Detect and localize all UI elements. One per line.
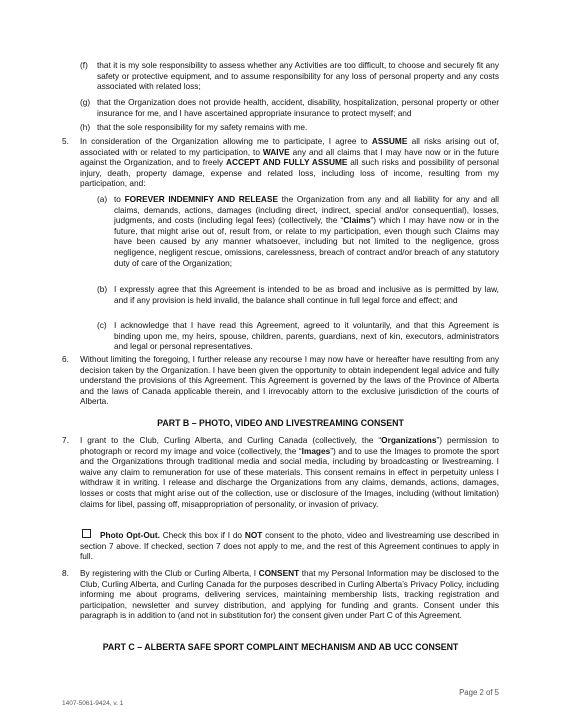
photo-opt-out-text: Photo Opt-Out. Check this box if I do NOT consent to the photo, video and livestreaming use described in section 7 above. If checked, section 7 does not apply to me, and the rest of this Agreement continues to apply in full. — [80, 530, 500, 562]
section-5-label: 5. — [62, 136, 69, 146]
section-5a-label: (a) — [97, 194, 108, 204]
page-number: Page 2 of 5 — [459, 688, 499, 697]
section-7-text: I grant to the Club, Curling Alberta, and Curling Canada (collectively, the “Organizations”) permission to photograph or record my image and voice (collectively, the “Images”) and to use the Images to promote the sport and the Organizations through traditional media and social media, including by broadcasting or livestreaming. I waive any claim to remuneration for use of these materials. This consent remains in effect in perpetuity unless I withdraw it in writing. I release and discharge the Organizations from any claims, demands, actions, damages, losses or costs that might arise out of the collection, use or disclosure of the Images, including (without limitation) claims for libel, passing off, misappropriation of personality, or invasion of privacy. — [80, 435, 500, 509]
section-5b-text: I expressly agree that this Agreement is intended to be as broad and inclusive as is permitted by law, and if any provision is held invalid, the balance shall continue in full legal force and effect; and — [114, 284, 499, 305]
section-6-label: 6. — [62, 354, 69, 364]
item-g-label: (g) — [80, 97, 91, 107]
section-8-label: 8. — [62, 568, 69, 578]
section-5c-label: (c) — [97, 320, 107, 330]
item-h-text: that the sole responsibility for my safety remains with me. — [97, 122, 308, 132]
section-5a-text: to FOREVER INDEMNIFY AND RELEASE the Organization from any and all liability for any and all claims, demands, actions, damages (including direct, indirect, special and/or consequential), losses, judgments, and costs (including legal fees) (collectively, the “Claims”) which I may have now or in the future, that might arise out of, result from, or relate to my participation, even though such Claims may have been caused by any manner whatsoever, including but not limited to the negligence, gross negligence, negligent rescue, omissions, carelessness, breach of contract and/or breach of any statutory duty of care of the Organization; — [114, 194, 499, 268]
section-5c-text: I acknowledge that I have read this Agreement, agreed to it voluntarily, and that this Agreement is binding upon me, my heirs, spouse, children, parents, guardians, next of kin, executors, administrators and legal or personal representatives. — [114, 320, 499, 352]
item-f-label: (f) — [80, 60, 88, 70]
item-f-text: that it is my sole responsibility to assess whether any Activities are too difficult, to choose and securely fit any safety or protective equipment, and to assume responsibility for any loss of personal property and any costs associated with related loss; — [97, 60, 499, 92]
document-id: 1407-5061-9424, v. 1 — [62, 700, 124, 707]
section-8-text: By registering with the Club or Curling Alberta, I CONSENT that my Personal Information may be disclosed to the Club, Curling Alberta, and Curling Canada for the purposes described in Curling Alberta’s Privacy Policy, including informing me about programs, delivering services, maintaining membership lists, tracking registration and participation, newsletter and survey distribution, and applying for funding and grants. Consent under this paragraph is in addition to (and not in substitution for) the consent given under Part C of this Agreement. — [80, 568, 500, 621]
section-5b-label: (b) — [97, 284, 108, 294]
item-g-text: that the Organization does not provide health, accident, disability, hospitalization, personal property or other insurance for me, and I have ascertained appropriate insurance to protect myself; and — [97, 97, 499, 118]
item-h-label: (h) — [80, 122, 91, 132]
section-5-text: In consideration of the Organization allowing me to participate, I agree to ASSUME all risks arising out of, associated with or related to my participation, to WAIVE any and all claims that I may have now or in the future against the Organization, and to freely ACCEPT AND FULLY ASSUME all such risks and possibility of personal injury, death, property damage, expense and related loss, including loss of income, resulting from my participation, and: — [80, 136, 500, 189]
part-c-heading: PART C – ALBERTA SAFE SPORT COMPLAINT MECHANISM AND AB UCC CONSENT — [102, 642, 459, 652]
section-7-label: 7. — [62, 435, 69, 445]
section-6-text: Without limiting the foregoing, I further release any recourse I may now have or hereafter have resulting from any decision taken by the Organization. I have been given the opportunity to obtain independent legal advice and fully understand the provisions of this Agreement. This Agreement is governed by the laws of the Province of Alberta and the laws of Canada applicable therein, and I irrevocably attorn to the exclusive jurisdiction of the courts of Alberta. — [80, 354, 499, 407]
part-b-heading: PART B – PHOTO, VIDEO AND LIVESTREAMING CONSENT — [157, 418, 404, 428]
